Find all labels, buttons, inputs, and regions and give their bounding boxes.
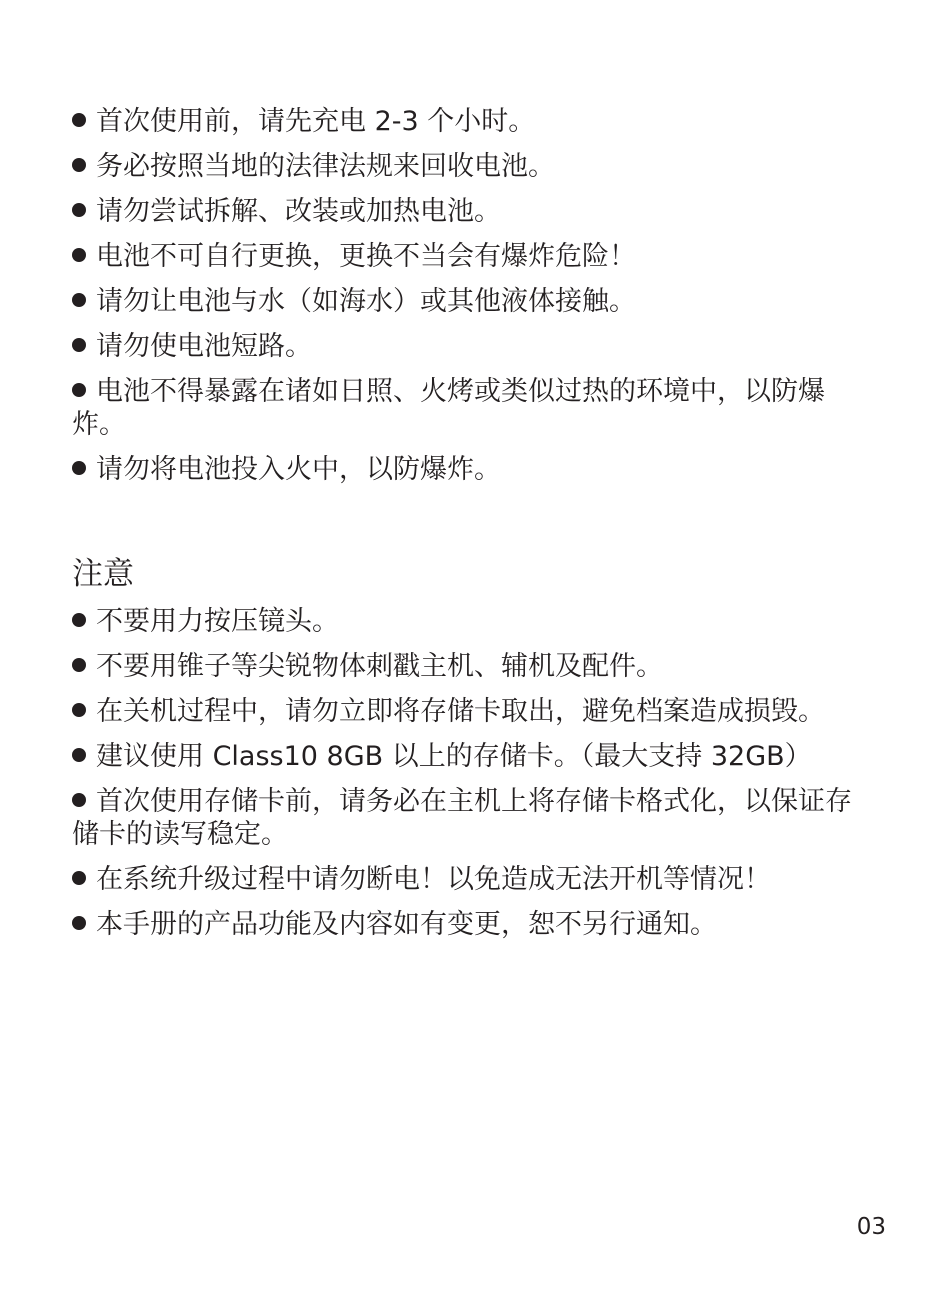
list-item [72,150,872,183]
list-item-text: 请勿使电池短路。 [96,331,312,362]
list-item [72,785,872,851]
list-item [72,285,872,318]
list-item [72,695,872,728]
list-item [72,605,872,638]
bullet-icon [72,658,86,672]
list-item [72,330,872,363]
list-item-text: 电池不得暴露在诸如日照、火烤或类似过热的环境中，以防爆炸。 [72,376,825,440]
list-item [72,453,872,486]
bullet-icon [72,293,86,307]
list-item-text: 首次使用存储卡前，请务必在主机上将存储卡格式化，以保证存储卡的读写稳定。 [72,786,852,850]
list-item [72,908,872,941]
list-item-text: 首次使用前，请先充电 2-3 个小时。 [96,106,536,137]
list-item-text: 电池不可自行更换，更换不当会有爆炸危险！ [96,241,636,272]
list-item [72,650,872,683]
bullet-icon [72,613,86,627]
list-item [72,375,872,441]
list-item-text: 请勿让电池与水（如海水）或其他液体接触。 [96,286,636,317]
list-item-text: 请勿将电池投入火中，以防爆炸。 [96,454,501,485]
list-item-text: 务必按照当地的法律法规来回收电池。 [96,151,555,182]
bullet-icon [72,158,86,172]
list-item [72,240,872,273]
bullet-icon [72,383,86,397]
bullet-icon [72,871,86,885]
list-item-text: 不要用力按压镜头。 [96,606,339,637]
bullet-icon [72,703,86,717]
bullet-icon [72,338,86,352]
bullet-icon [72,461,86,475]
battery-warning-list [72,105,872,498]
list-item [72,195,872,228]
caution-list [72,605,872,953]
bullet-icon [72,748,86,762]
list-item [72,740,872,773]
page-number: 03 [856,1214,886,1240]
bullet-icon [72,113,86,127]
list-item-text: 在关机过程中，请勿立即将存储卡取出，避免档案造成损毁。 [96,696,825,727]
list-item-text: 不要用锥子等尖锐物体刺戳主机、辅机及配件。 [96,651,663,682]
bullet-icon [72,793,86,807]
list-item-text: 建议使用 Class10 8GB 以上的存储卡。（最大支持 32GB） [96,741,812,772]
list-item-text: 在系统升级过程中请勿断电！以免造成无法开机等情况！ [96,864,771,895]
caution-heading: 注意 [72,556,134,592]
list-item [72,863,872,896]
list-item [72,105,872,138]
bullet-icon [72,248,86,262]
bullet-icon [72,203,86,217]
bullet-icon [72,916,86,930]
list-item-text: 请勿尝试拆解、改装或加热电池。 [96,196,501,227]
list-item-text: 本手册的产品功能及内容如有变更，恕不另行通知。 [96,909,717,940]
